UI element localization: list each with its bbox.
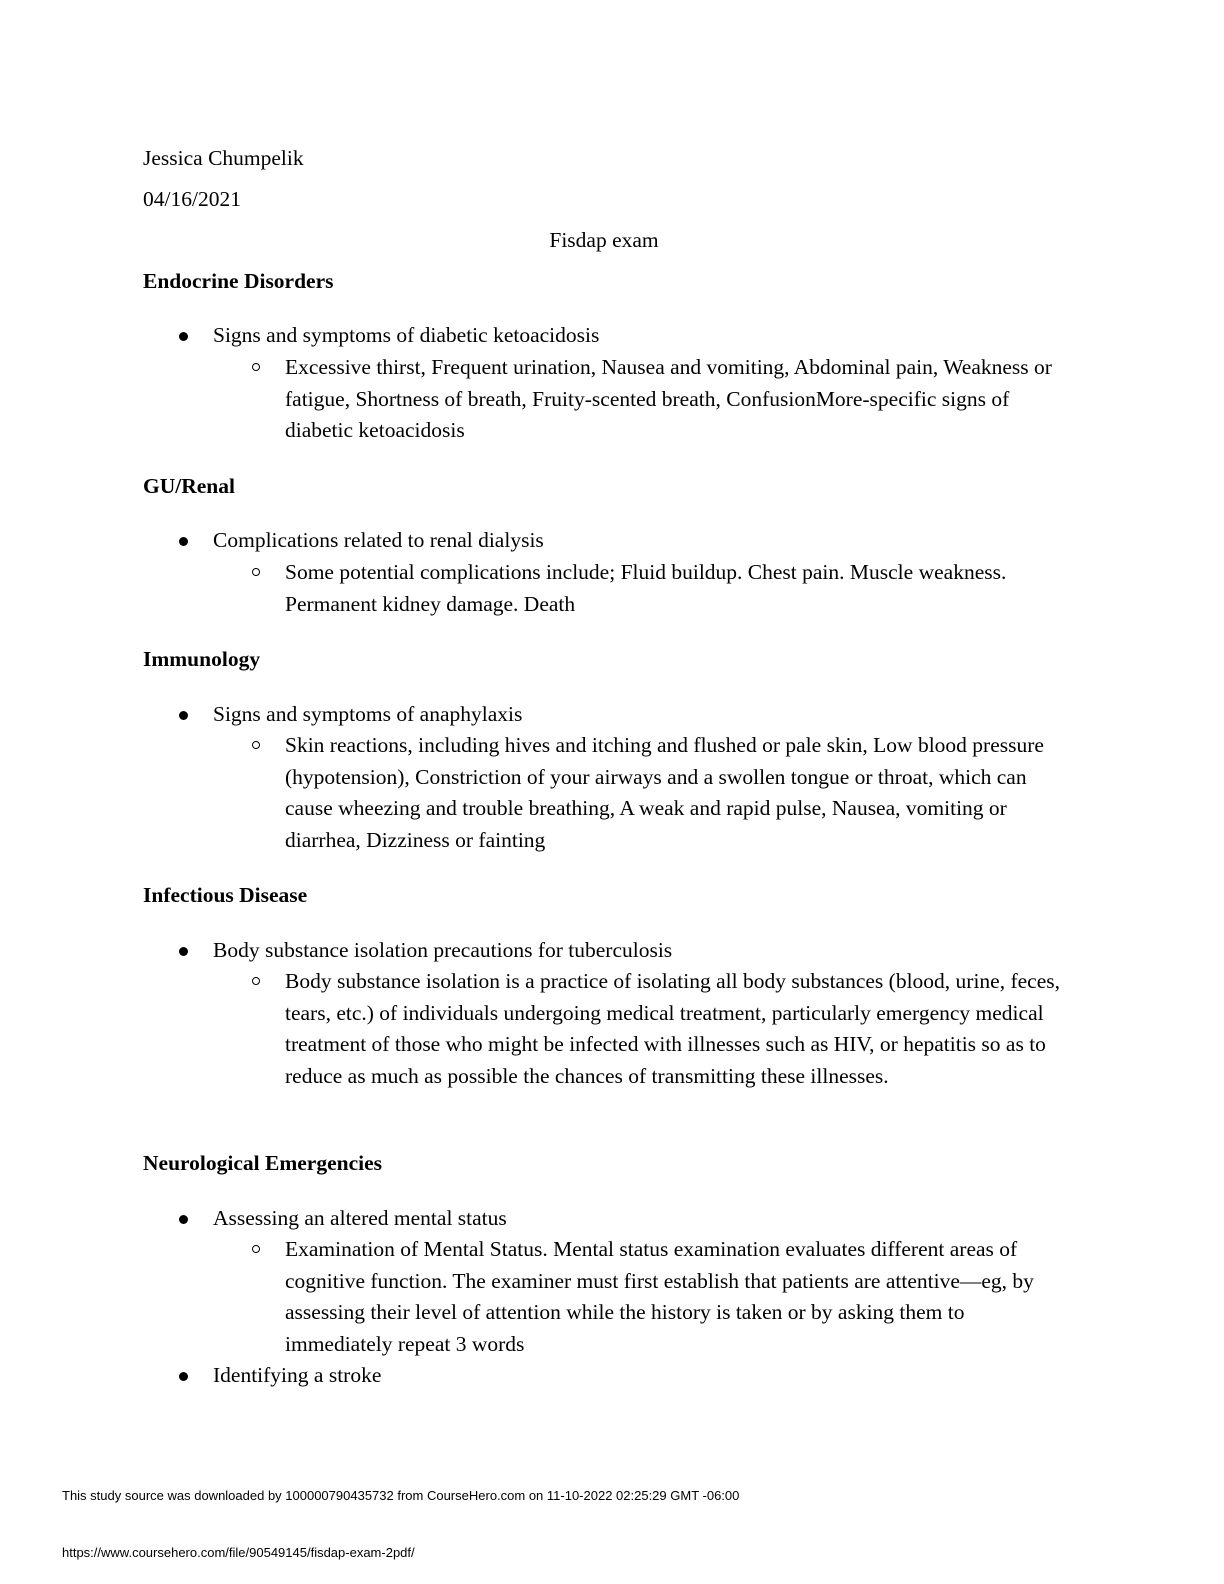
list-item-label: Identifying a stroke bbox=[213, 1363, 382, 1387]
hollow-bullet-icon bbox=[252, 363, 260, 371]
list-item-label: Complications related to renal dialysis bbox=[213, 528, 544, 552]
section-heading-gu-renal: GU/Renal bbox=[143, 474, 235, 498]
bullet-icon bbox=[179, 1372, 188, 1381]
hollow-bullet-icon bbox=[252, 977, 260, 985]
hollow-bullet-icon bbox=[252, 568, 260, 576]
bullet-icon bbox=[179, 537, 188, 546]
list-item bbox=[213, 320, 599, 352]
section-heading-immunology: Immunology bbox=[143, 647, 261, 671]
document-title: Fisdap exam bbox=[549, 228, 659, 252]
author-name: Jessica Chumpelik bbox=[143, 146, 304, 170]
section-heading-infectious-disease: Infectious Disease bbox=[143, 883, 308, 907]
sub-list-item bbox=[285, 966, 1075, 1092]
sub-list-item bbox=[285, 730, 1075, 856]
list-item bbox=[213, 1360, 381, 1392]
hollow-bullet-icon bbox=[252, 1245, 260, 1253]
list-item-label: Signs and symptoms of diabetic ketoacidosis bbox=[213, 323, 600, 347]
list-item bbox=[213, 1203, 507, 1235]
source-url-link[interactable]: https://www.coursehero.com/file/90549145/fisdap-exam-2pdf/ bbox=[62, 1545, 415, 1560]
bullet-icon bbox=[179, 332, 188, 341]
list-item-label: Assessing an altered mental status bbox=[213, 1206, 507, 1230]
hollow-bullet-icon bbox=[252, 741, 260, 749]
bullet-icon bbox=[179, 711, 188, 720]
sub-list-item bbox=[285, 1234, 1075, 1360]
section-heading-neurological: Neurological Emergencies bbox=[143, 1151, 383, 1175]
document-date: 04/16/2021 bbox=[143, 187, 241, 211]
sub-list-item-text: Body substance isolation is a practice of isolating all body substances (blood, urine, feces, tears, etc.) of individuals undergoing medical treatment, particularly emergency medical treatment of those who might be infected with illnesses such as HIV, or hepatitis so as to reduce as much as possible the chances of transmitting these illnesses. bbox=[285, 969, 1061, 1088]
list-item-label: Body substance isolation precautions for tuberculosis bbox=[213, 938, 673, 962]
list-item bbox=[213, 699, 522, 731]
sub-list-item-text: Excessive thirst, Frequent urination, Nausea and vomiting, Abdominal pain, Weakness or fatigue, Shortness of breath, Fruity-scented breath, ConfusionMore-specific signs of diabetic ketoacidosis bbox=[285, 355, 1052, 443]
list-item bbox=[213, 525, 544, 557]
download-notice: This study source was downloaded by 100000790435732 from CourseHero.com on 11-10-2022 02:25:29 GMT -06:00 bbox=[62, 1488, 740, 1503]
list-item-label: Signs and symptoms of anaphylaxis bbox=[213, 702, 523, 726]
list-item bbox=[213, 935, 672, 967]
bullet-icon bbox=[179, 947, 188, 956]
sub-list-item-text: Some potential complications include; Fluid buildup. Chest pain. Muscle weakness. Permanent kidney damage. Death bbox=[285, 560, 1007, 616]
sub-list-item bbox=[285, 352, 1075, 447]
section-heading-endocrine: Endocrine Disorders bbox=[143, 269, 334, 293]
sub-list-item-text: Skin reactions, including hives and itching and flushed or pale skin, Low blood pressure (hypotension), Constriction of your airways and a swollen tongue or throat, which can cause wheezing and trouble breathing, A weak and rapid pulse, Nausea, vomiting or diarrhea, Dizziness or fainting bbox=[285, 733, 1044, 852]
sub-list-item bbox=[285, 557, 1075, 620]
sub-list-item-text: Examination of Mental Status. Mental status examination evaluates different areas of cognitive function. The examiner must first establish that patients are attentive—eg, by assessing their level of attention while the history is taken or by asking them to immediately repeat 3 words bbox=[285, 1237, 1034, 1356]
bullet-icon bbox=[179, 1215, 188, 1224]
